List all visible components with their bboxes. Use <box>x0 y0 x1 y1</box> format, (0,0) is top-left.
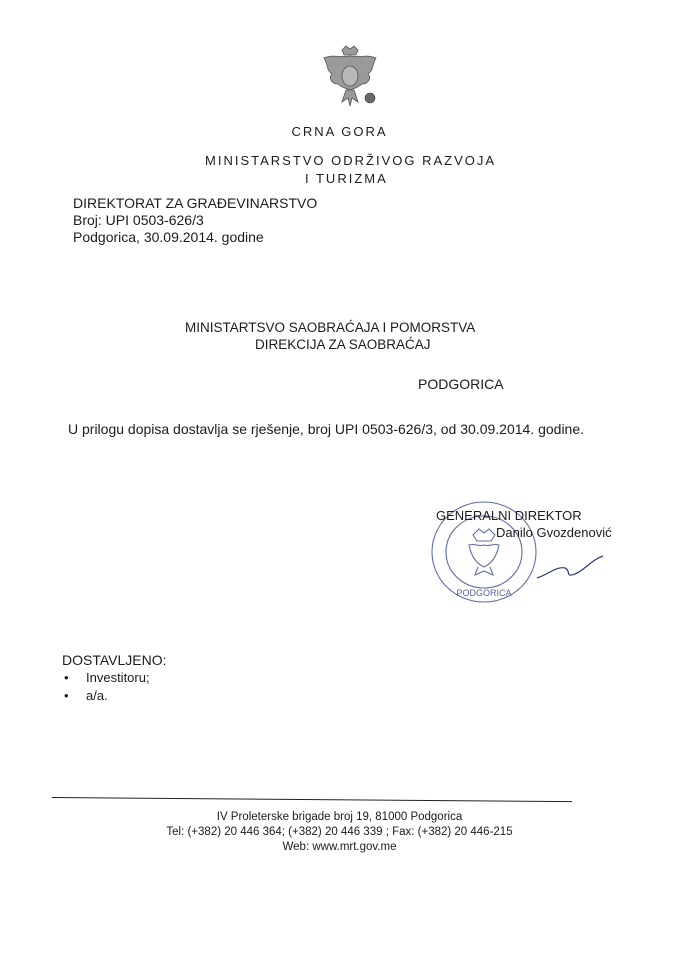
office-block <box>73 195 317 246</box>
letter-body: U prilogu dopisa dostavlja se rješenje, broj UPI 0503-626/3, od 30.09.2014. godine. <box>68 421 585 437</box>
recipient-line-2: DIREKCIJA ZA SAOBRAĆAJ <box>255 337 431 352</box>
directorate-name: DIREKTORAT ZA GRAĐEVINARSTVO <box>73 195 318 211</box>
footer-web: Web: www.mrt.gov.me <box>282 841 397 853</box>
recipient-block <box>185 319 495 353</box>
list-item: • Investitoru; <box>62 669 150 687</box>
place-date: Podgorica, 30.09.2014. godine <box>73 229 264 245</box>
reference-number: Broj: UPI 0503-626/3 <box>73 212 204 228</box>
handwritten-signature-icon <box>535 548 605 588</box>
footer-phone: Tel: (+382) 20 446 364; (+382) 20 446 339 ; Fax: (+382) 20 446-215 <box>166 826 513 838</box>
recipient-line-1: MINISTARTSVO SAOBRAĆAJA I POMORSTVA <box>185 320 476 335</box>
footer-address: IV Proleterske brigade broj 19, 81000 Podgorica <box>216 811 463 823</box>
footer-divider <box>52 797 572 802</box>
delivered-list <box>62 669 150 705</box>
ministry-name <box>205 152 505 188</box>
signature-block <box>436 507 612 541</box>
ministry-line-2: I TURIZMA <box>305 171 388 186</box>
recipient-city: PODGORICA <box>418 376 504 392</box>
country-name: CRNA GORA <box>291 124 388 139</box>
list-item: • a/a. <box>62 687 150 705</box>
footer <box>0 810 679 855</box>
signatory-title: GENERALNI DIREKTOR <box>436 508 582 523</box>
seal-city: PODGORICA <box>456 588 512 598</box>
coat-of-arms-icon <box>318 44 382 110</box>
delivered-label: DOSTAVLJENO: <box>62 652 167 668</box>
ministry-line-1: MINISTARSTVO ODRŽIVOG RAZVOJA <box>205 153 497 168</box>
signatory-name: Danilo Gvozdenović <box>496 525 612 540</box>
